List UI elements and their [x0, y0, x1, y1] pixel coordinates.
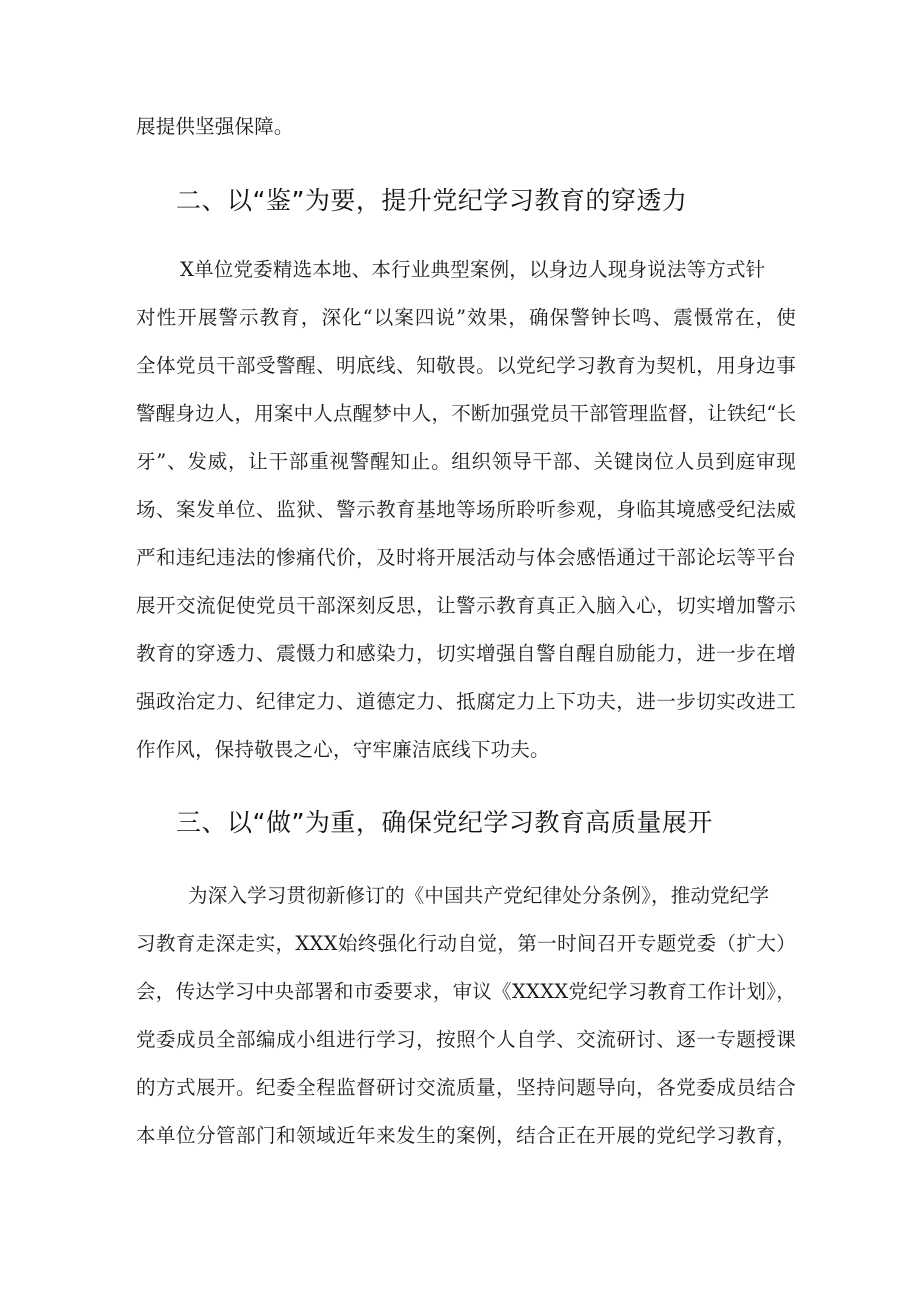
paragraph-line: 强政治定力、纪律定力、道德定力、抵腐定力上下功夫，进一步切实改进工	[136, 690, 796, 713]
paragraph-line: 对性开展警示教育，深化“以案四说”效果，确保警钟长鸣、震慑常在，使	[136, 306, 796, 329]
paragraph-line: 全体党员干部受警醒、明底线、知敬畏。以党纪学习教育为契机，用身边事	[136, 354, 796, 377]
paragraph-line: 展提供坚强保障。	[136, 115, 294, 138]
paragraph-line: 作作风，保持敬畏之心，守牢廉洁底线下功夫。	[136, 738, 550, 761]
section-heading-3: 三、以“做”为重，确保党纪学习教育高质量展开	[176, 808, 713, 837]
section-heading-2: 二、以“鉴”为要，提升党纪学习教育的穿透力	[176, 186, 688, 215]
paragraph-line: 严和违纪违法的惨痛代价，及时将开展活动与体会感悟通过干部论坛等平台	[136, 546, 796, 569]
paragraph-line: 习教育走深走实，XXX始终强化行动自觉，第一时间召开专题党委（扩大）	[136, 932, 796, 955]
paragraph-line: X单位党委精选本地、本行业典型案例，以身边人现身说法等方式针	[180, 258, 766, 281]
paragraph-line: 教育的穿透力、震慑力和感染力，切实增强自警自醒自励能力，进一步在增	[136, 642, 796, 665]
paragraph-line: 为深入学习贯彻新修订的《中国共产党纪律处分条例》，推动党纪学	[188, 884, 770, 907]
paragraph-line: 展开交流促使党员干部深刻反思，让警示教育真正入脑入心，切实增加警示	[136, 594, 796, 617]
paragraph-line: 党委成员全部编成小组进行学习，按照个人自学、交流研讨、逐一专题授课	[136, 1028, 796, 1051]
paragraph-line: 警醒身边人，用案中人点醒梦中人，不断加强党员干部管理监督，让铁纪“长	[136, 402, 797, 425]
paragraph-line: 本单位分管部门和领域近年来发生的案例，结合正在开展的党纪学习教育，	[136, 1124, 796, 1147]
paragraph-line: 的方式展开。纪委全程监督研讨交流质量，坚持问题导向，各党委成员结合	[136, 1076, 796, 1099]
paragraph-line: 会，传达学习中央部署和市委要求，审议《XXXX党纪学习教育工作计划》，	[136, 980, 796, 1003]
paragraph-line: 牙”、发威，让干部重视警醒知止。组织领导干部、关键岗位人员到庭审现	[136, 450, 796, 473]
paragraph-line: 场、案发单位、监狱、警示教育基地等场所聆听参观，身临其境感受纪法威	[136, 498, 796, 521]
